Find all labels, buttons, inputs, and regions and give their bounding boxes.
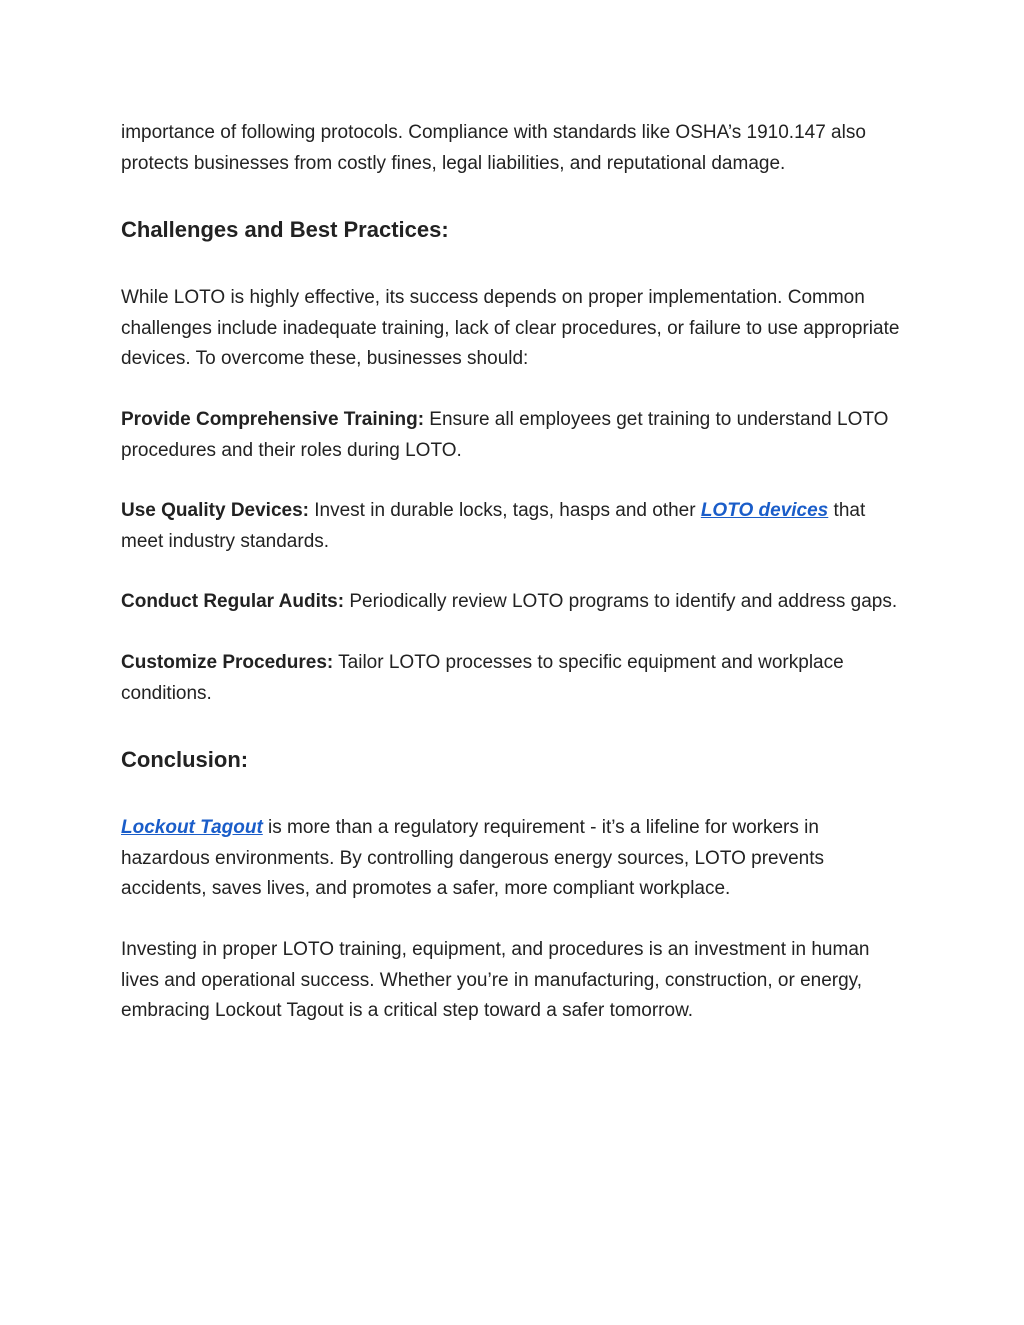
spacer (121, 905, 911, 935)
spacer (121, 466, 911, 496)
practice-text: Tailor LOTO processes to specific equipment and workplace conditions. (121, 651, 844, 704)
challenges-intro-paragraph: While LOTO is highly effective, its success depends on proper implementation. Common challenges include inadequate training, lack of clear procedures, or failure to use appropriate devices. To overcome these, businesses should: (121, 287, 900, 370)
loto-devices-link[interactable]: LOTO devices (700, 500, 829, 522)
practice-label: Provide Comprehensive Training: (121, 408, 425, 430)
practice-text: Ensure all employees get training to understand LOTO procedures and their roles during LOTO. (121, 408, 889, 461)
practice-item-audits (121, 587, 911, 618)
conclusion-text: is more than a regulatory requirement - it’s a lifeline for workers in hazardous environments. By controlling dangerous energy sources, LOTO prevents accidents, saves lives, and promotes a safer, more compliant workplace. (121, 817, 825, 900)
spacer (121, 375, 911, 405)
practice-label: Use Quality Devices: (121, 500, 309, 522)
spacer (121, 245, 911, 283)
conclusion-paragraph-2: Investing in proper LOTO training, equipment, and procedures is an investment in human lives and operational success. Whether you’re in manufacturing, construction, or energy, embracing Lockout Tagout is a critical step toward a safer tomorrow. (121, 938, 870, 1022)
intro-paragraph: importance of following protocols. Compliance with standards like OSHA’s 1910.147 also protects businesses from costly fines, legal liabilities, and reputational damage. (121, 122, 866, 174)
practice-item-devices (121, 496, 911, 557)
conclusion-paragraph-1 (121, 813, 911, 905)
practice-text: Periodically review LOTO programs to identify and address gaps. (344, 591, 898, 613)
lockout-tagout-link[interactable]: Lockout Tagout (121, 817, 263, 839)
spacer (121, 557, 911, 587)
practice-text: that meet industry standards. (121, 500, 866, 552)
spacer (121, 179, 911, 215)
conclusion-heading: Conclusion: (121, 747, 249, 773)
spacer (121, 775, 911, 813)
practice-item-training (121, 405, 911, 466)
practice-label: Customize Procedures: (121, 651, 334, 673)
document-page (121, 118, 911, 1027)
spacer (121, 618, 911, 648)
challenges-heading: Challenges and Best Practices: (121, 217, 449, 243)
spacer (121, 709, 911, 745)
practice-text: Invest in durable locks, tags, hasps and other (308, 500, 701, 522)
practice-item-procedures (121, 648, 911, 709)
practice-label: Conduct Regular Audits: (121, 591, 345, 613)
